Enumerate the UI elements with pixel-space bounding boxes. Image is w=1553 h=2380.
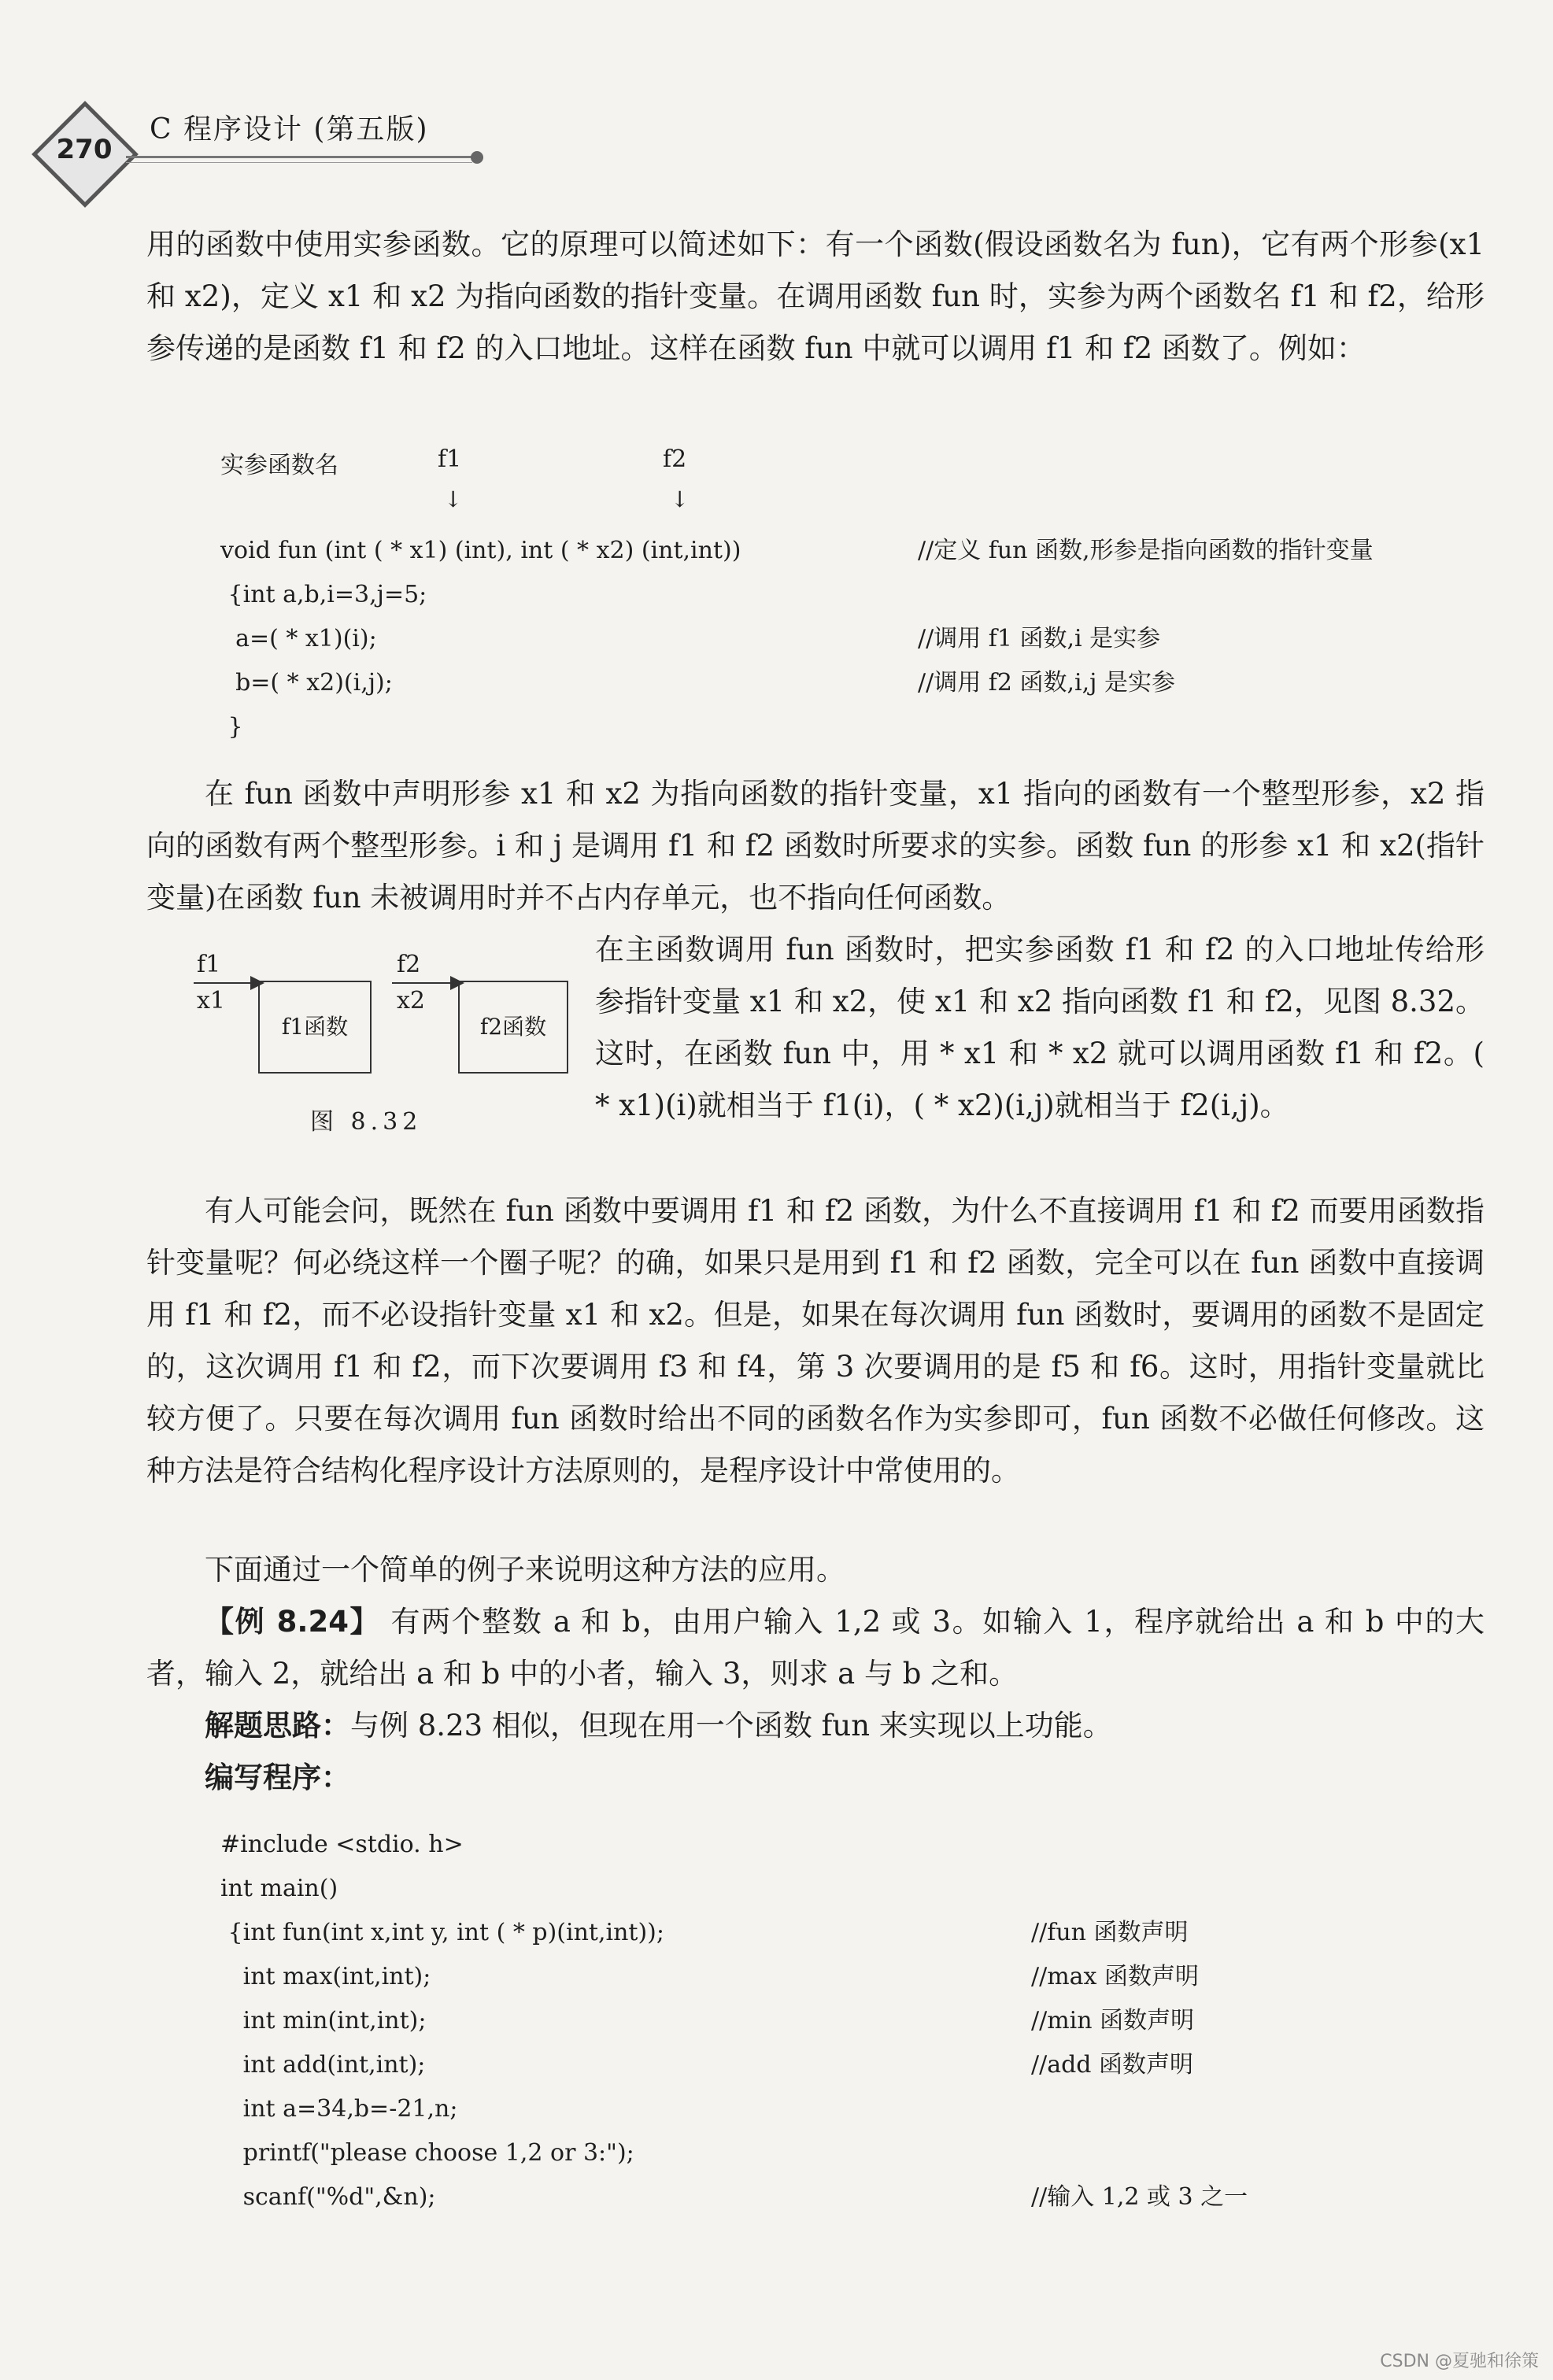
program-line: int min(int,int);: [220, 2007, 427, 2034]
example-8-24: [146, 1596, 1485, 1700]
program-line: int main(): [220, 1875, 338, 1902]
paragraph-4: 有人可能会问，既然在 fun 函数中要调用 f1 和 f2 函数，为什么不直接调用 f1 和 f2 而要用函数指针变量呢？何必绕这样一个圈子呢？的确，如果只是用到 f1 和 f2 函数，完全可以在 fun 函数中直接调用 f1 和 f2，而不必设指针变量 x1 和 x2。但是，如果在每次调用 fun 函数时，要调用的函数不是固定的，这次调用 f1 和 f2，而下次要调用 f3 和 f4，第 3 次要调用的是 f5 和 f6。这时，用指针变量就比较方便了。只要在每次调用 fun 函数时给出不同的函数名作为实参即可，fun 函数不必做任何修改。这种方法是符合结构化程序设计方法原则的，是程序设计中常使用的。: [146, 1194, 1485, 1488]
code-line: {int a,b,i=3,j=5;: [220, 581, 427, 608]
solution-idea: [146, 1700, 1485, 1752]
page-header: [0, 93, 1553, 179]
figure-x1-label: x1: [197, 987, 226, 1014]
code-line: void fun (int ( * x1) (int), int ( * x2) (int,int)): [220, 537, 741, 564]
page-number: 270: [56, 134, 113, 165]
program-line: {int fun(int x,int y, int ( * p)(int,int));: [220, 1919, 664, 1946]
code-line: b=( * x2)(i,j);: [220, 669, 393, 697]
program-line: int a=34,b=-21,n;: [220, 2095, 458, 2123]
example-label: 【例 8.24】: [205, 1605, 381, 1639]
program-comment: //max 函数声明: [1031, 1963, 1200, 1990]
figure-x1-divider: [194, 982, 241, 984]
f1-label: f1: [438, 445, 462, 473]
header-rule-thin: [126, 162, 472, 163]
watermark: CSDN @夏驰和徐策: [1380, 2352, 1539, 2371]
figure-x2-label: x2: [397, 987, 426, 1014]
intro-paragraph: 用的函数中使用实参函数。它的原理可以简述如下：有一个函数(假设函数名为 fun)，它有两个形参(x1 和 x2)，定义 x1 和 x2 为指向函数的指针变量。在调用函数 fun 时，实参为两个函数名 f1 和 f2，给形参传递的是函数 f1 和 f2 的入口地址。这样在函数 fun 中就可以调用 f1 和 f2 函数了。例如：: [146, 227, 1485, 365]
program-comment: //add 函数声明: [1031, 2051, 1194, 2079]
code-comment: //定义 fun 函数,形参是指向函数的指针变量: [918, 537, 1374, 564]
paragraph-5: 下面通过一个简单的例子来说明这种方法的应用。: [205, 1553, 845, 1587]
header-rule: [126, 156, 472, 158]
idea-text: 与例 8.23 相似，但现在用一个函数 fun 来实现以上功能。: [350, 1709, 1112, 1743]
code-comment: //调用 f2 函数,i,j 是实参: [918, 669, 1175, 697]
code-line: }: [220, 713, 243, 741]
program-comment: //输入 1,2 或 3 之一: [1031, 2183, 1248, 2211]
program-comment: //fun 函数声明: [1031, 1919, 1189, 1946]
program-line: scanf("%d",&n);: [220, 2183, 436, 2211]
figure-f1-box: f1函数: [258, 981, 372, 1074]
idea-label: 解题思路：: [205, 1709, 350, 1743]
paragraph-2: 在 fun 函数中声明形参 x1 和 x2 为指向函数的指针变量，x1 指向的函数有一个整型形参，x2 指向的函数有两个整型形参。i 和 j 是调用 f1 和 f2 函数时所要求的实参。函数 fun 的形参 x1 和 x2(指针变量)在函数 fun 未被调用时并不占内存单元，也不指向任何函数。: [146, 777, 1485, 915]
f1-arrow: ↓: [444, 486, 463, 512]
program-line: int max(int,int);: [220, 1963, 431, 1990]
code-comment: //调用 f1 函数,i 是实参: [918, 625, 1161, 652]
f2-label: f2: [663, 445, 687, 473]
actual-function-label: 实参函数名: [220, 452, 338, 479]
program-comment: //min 函数声明: [1031, 2007, 1195, 2034]
figure-f1-label: f1: [197, 951, 221, 978]
program-label: 编写程序：: [205, 1761, 350, 1794]
figure-caption: 图 8.32: [310, 1108, 423, 1136]
program-line: int add(int,int);: [220, 2051, 426, 2079]
example-text: 有两个整数 a 和 b，由用户输入 1,2 或 3。如输入 1，程序就给出 a 和 b 中的大者，输入 2，就给出 a 和 b 中的小者，输入 3，则求 a 与 b 之和。: [146, 1605, 1485, 1691]
figure-x2-divider: [392, 982, 439, 984]
code-line: a=( * x1)(i);: [220, 625, 377, 652]
book-title: C 程序设计 (第五版): [150, 113, 429, 146]
f2-arrow: ↓: [671, 486, 690, 512]
paragraph-3: 在主函数调用 fun 函数时，把实参函数 f1 和 f2 的入口地址传给形参指针变量 x1 和 x2，使 x1 和 x2 指向函数 f1 和 f2，见图 8.32。这时，在函数 fun 中，用 * x1 和 * x2 就可以调用函数 f1 和 f2。( * x1)(i)就相当于 f1(i)，( * x2)(i,j)就相当于 f2(i,j)。: [595, 933, 1485, 1122]
figure-f2-label: f2: [397, 951, 421, 978]
program-line: printf("please choose 1,2 or 3:");: [220, 2139, 634, 2167]
program-line: #include <stdio. h>: [220, 1831, 464, 1858]
header-rule-dot: [471, 151, 483, 164]
figure-f2-box: f2函数: [458, 981, 568, 1074]
